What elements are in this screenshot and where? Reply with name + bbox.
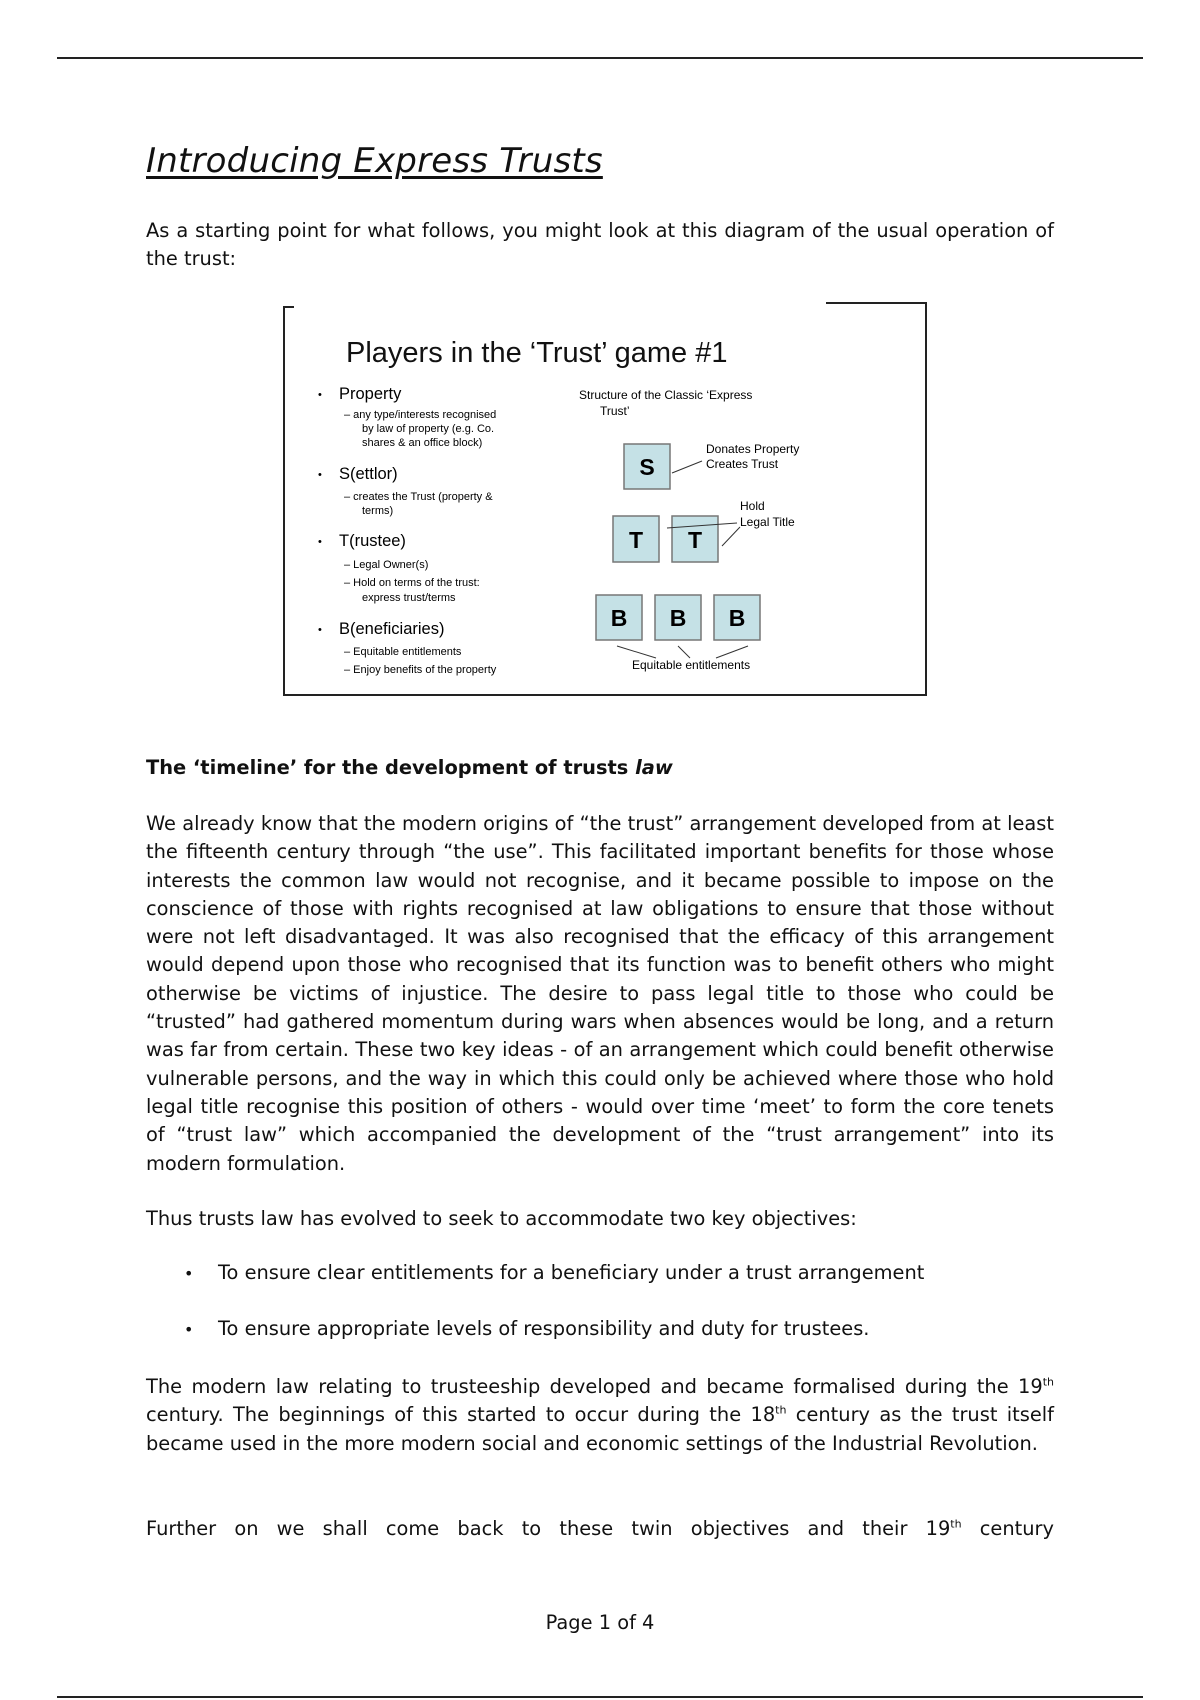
body-paragraph-4	[146, 1515, 1054, 1543]
slide-sub-line: terms)	[362, 505, 394, 517]
para3-part-c: century as the trust itself became used in the more modern social and economic settings of the Industrial Revolution.	[146, 1403, 1055, 1455]
trustee-box-label: T	[687, 527, 703, 553]
para4-part-b: century	[961, 1517, 1054, 1540]
slide-sub-line: – Equitable entitlements	[344, 646, 462, 658]
trust-diagram-svg	[282, 301, 928, 696]
slide-sub-line: – Hold on terms of the trust:	[344, 577, 480, 589]
trustee-note-line2: Legal Title	[740, 515, 795, 529]
beneficiary-connector	[716, 646, 748, 658]
slide-sub-line: express trust/terms	[362, 592, 456, 604]
page-footer: Page 1 of 4	[545, 1611, 655, 1634]
bullet-dot: •	[184, 1320, 194, 1339]
slide-title: Players in the ‘Trust’ game #1	[346, 337, 728, 369]
top-rule	[57, 57, 1143, 59]
slide-item-settlor: S(ettlor)	[339, 465, 398, 483]
settlor-box-label: S	[639, 454, 655, 480]
slide-sub-line: – any type/interests recognised	[344, 409, 497, 421]
settlor-note-line2: Creates Trust	[706, 457, 779, 471]
slide-item-property: Property	[339, 385, 402, 403]
trustee-box-label: T	[628, 527, 644, 553]
body-paragraph-1: We already know that the modern origins of “the trust” arrangement developed from at least the fifteenth century through “the use”. This facilitated important benefits for those whose interests the common law would not recognise, and it became possible to impose on the conscience of those with rights recognised at law obligations to ensure that those without were not left disadvantaged. It was also recognised that the efficacy of this arrangement would depend upon those who recognised that its function was to benefit others who might otherwise be victims of injustice. The desire to pass legal title to those who could be “trusted” had gathered momentum during wars when absences would be long, and a return was far from certain. These two key ideas - of an arrangement which could benefit otherwise vulnerable persons, and the way in which this could only be achieved where those who hold legal title recognise this position of others - would over time ‘meet’ to form the core tenets of “trust law” which accompanied the development of the “trust arrangement” into its modern formulation.	[146, 812, 1054, 1175]
section-heading-text: The ‘timeline’ for the development of trusts	[146, 756, 636, 779]
structure-title-line1: Structure of the Classic ‘Express	[579, 388, 753, 402]
slide-sub-line: – Enjoy benefits of the property	[344, 664, 497, 676]
bullet-item	[184, 1261, 924, 1284]
slide-bullet-dot: •	[318, 624, 322, 636]
structure-title-line2: Trust’	[600, 404, 630, 418]
para4-part-a: Further on we shall come back to these twin objectives and their 19	[146, 1517, 951, 1540]
page-title: Introducing Express Trusts	[146, 141, 603, 181]
trustee-note-line1: Hold	[740, 499, 765, 513]
slide-item-trustee: T(rustee)	[339, 532, 406, 550]
slide-item-beneficiaries: B(eneficiaries)	[339, 620, 445, 638]
beneficiary-box-label: B	[669, 605, 687, 631]
bullet-text: To ensure appropriate levels of responsibility and duty for trustees.	[218, 1317, 870, 1340]
body-paragraph-2: Thus trusts law has evolved to seek to accommodate two key objectives:	[146, 1207, 857, 1230]
bottom-rule	[57, 1696, 1143, 1698]
beneficiary-connector	[617, 646, 656, 658]
slide-sub-line: shares & an office block)	[362, 437, 483, 449]
slide-sub-line: by law of property (e.g. Co.	[362, 423, 495, 435]
trustee-connector	[722, 527, 740, 546]
body-paragraph-3	[146, 1373, 1054, 1458]
trust-diagram-figure	[282, 301, 928, 696]
slide-bullet-dot: •	[318, 536, 322, 548]
para3-part-b: century. The beginnings of this started to occur during the 18	[146, 1403, 776, 1427]
para3-part-a: The modern law relating to trusteeship developed and became formalised during the 19	[146, 1375, 1043, 1398]
bullet-item	[184, 1317, 869, 1340]
section-heading	[146, 756, 673, 779]
beneficiary-note: Equitable entitlements	[632, 658, 751, 672]
beneficiary-connector	[678, 646, 690, 658]
ordinal-suffix: th	[775, 1403, 787, 1417]
beneficiary-box-label: B	[610, 605, 628, 631]
beneficiary-box-label: B	[728, 605, 746, 631]
ordinal-suffix: th	[950, 1517, 962, 1531]
intro-paragraph: As a starting point for what follows, you might look at this diagram of the usual operation of the trust:	[146, 219, 1054, 271]
section-heading-italic: law	[635, 756, 673, 779]
slide-sub-line: – creates the Trust (property &	[344, 491, 493, 503]
settlor-note-line1: Donates Property	[706, 442, 800, 456]
settlor-connector	[672, 461, 702, 473]
slide-sub-line: – Legal Owner(s)	[344, 559, 429, 571]
bullet-dot: •	[184, 1264, 194, 1283]
bullet-text: To ensure clear entitlements for a beneficiary under a trust arrangement	[218, 1261, 925, 1284]
slide-bullet-dot: •	[318, 389, 322, 401]
ordinal-suffix: th	[1042, 1375, 1054, 1389]
slide-bullet-dot: •	[318, 469, 322, 481]
